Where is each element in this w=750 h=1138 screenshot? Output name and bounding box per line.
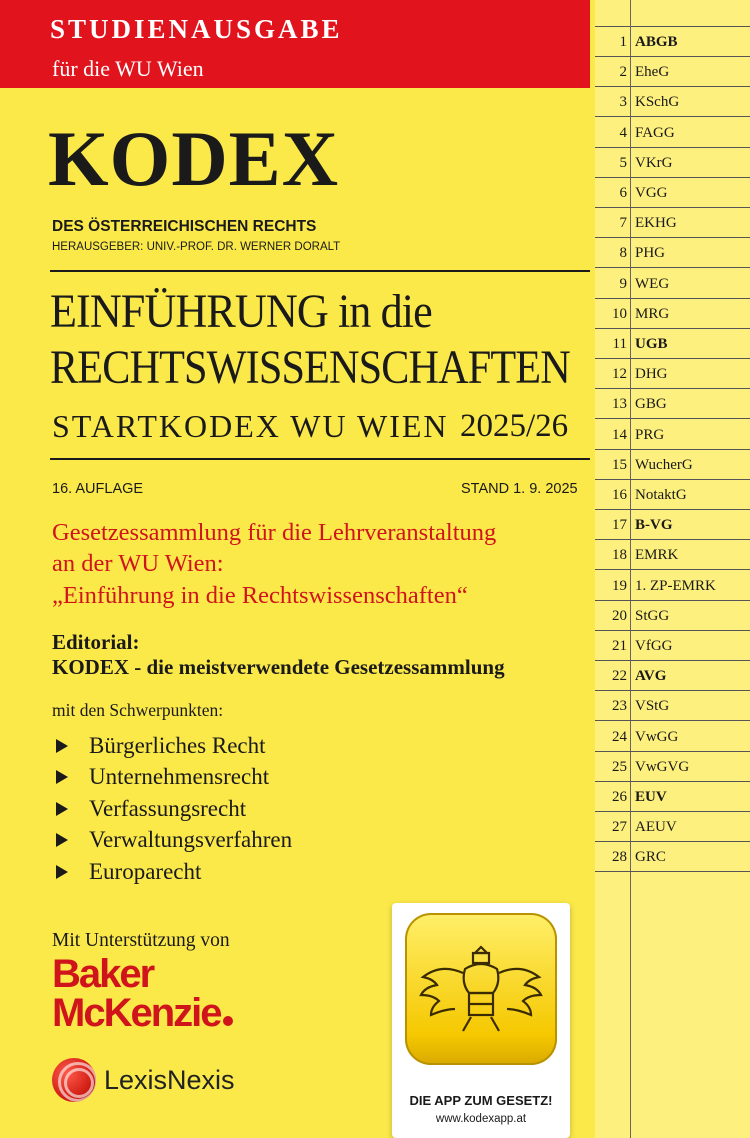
register-tab-number: 20 <box>612 607 627 624</box>
register-tab-number: 21 <box>612 638 627 654</box>
heading-line-3: STARTKODEX WU WIEN <box>52 408 449 444</box>
focus-item <box>52 762 292 794</box>
logo-dot-icon <box>223 1016 233 1026</box>
register-tab-label: UGB <box>635 336 668 352</box>
register-tab-number: 2 <box>619 64 627 81</box>
register-tab-label: VKrG <box>635 154 673 171</box>
register-tab <box>595 208 750 238</box>
focus-item-label: Verwaltungsverfahren <box>89 827 293 853</box>
edition-number: 16. AUFLAGE <box>52 481 144 497</box>
register-tab-number: 28 <box>612 849 627 866</box>
register-tab-label: VGG <box>635 185 668 201</box>
register-tab-number: 3 <box>619 94 627 111</box>
edition-date: STAND 1. 9. 2025 <box>461 481 578 497</box>
register-tab-label: ABGB <box>635 34 678 50</box>
register-tab-label: EheG <box>635 64 670 81</box>
editorial-text: KODEX - die meistverwendete Gesetzessammlung <box>52 655 505 679</box>
register-tab-number: 7 <box>619 215 627 232</box>
register-tab <box>595 87 750 117</box>
focus-item-label: Bürgerliches Recht <box>89 732 266 758</box>
register-tab <box>595 510 750 540</box>
register-tab <box>595 238 750 268</box>
lexisnexis-logo <box>52 1058 235 1102</box>
register-tab-label: B-VG <box>635 517 673 534</box>
register-tab <box>595 601 750 631</box>
register-tab-number: 17 <box>612 517 627 534</box>
banner-subtitle: für die WU Wien <box>52 56 204 81</box>
divider-bottom <box>50 458 590 460</box>
register-tab <box>595 842 750 872</box>
register-tab-number: 13 <box>612 396 627 413</box>
register-tab-label: PHG <box>635 245 666 262</box>
baker-mckenzie-logo <box>52 952 233 1036</box>
register-tab-number: 15 <box>612 456 627 473</box>
banner-title: STUDIENAUSGABE <box>50 14 343 44</box>
register-tab-number: 22 <box>612 668 627 685</box>
description-line-2: an der WU Wien: <box>52 550 224 577</box>
register-tab-label: EKHG <box>635 215 677 232</box>
register-tab-label: KSchG <box>635 94 680 111</box>
register-tab <box>595 299 750 329</box>
app-url: www.kodexapp.at <box>435 1113 527 1125</box>
register-tab-label: AVG <box>635 668 667 685</box>
register-tab-number: 5 <box>619 154 627 171</box>
register-tab-label: PRG <box>635 426 665 443</box>
register-tab-number: 24 <box>612 728 627 745</box>
description-line-3: „Einführung in die Rechtswissenschaften“ <box>52 582 468 609</box>
register-tab-label: VwGVG <box>635 758 690 775</box>
register-tab <box>595 420 750 450</box>
register-tab-label: WEG <box>635 275 670 292</box>
triangle-bullet-icon <box>56 802 68 816</box>
register-tab <box>595 269 750 299</box>
register-tab <box>595 722 750 752</box>
register-tab <box>595 178 750 208</box>
baker-logo-line-2: McKenzie <box>52 991 221 1036</box>
register-tab-number: 10 <box>612 305 627 322</box>
focus-list <box>52 730 292 888</box>
eagle-app-icon <box>405 913 557 1065</box>
support-label: Mit Unterstützung von <box>52 930 230 951</box>
heading-line-1: EINFÜHRUNG in die <box>50 285 432 338</box>
register-tab-number: 16 <box>612 487 627 503</box>
register-tab-label: WucherG <box>635 456 693 473</box>
register-tab <box>595 812 750 842</box>
register-tab <box>595 752 750 782</box>
register-tab-label: 1. ZP-EMRK <box>635 577 716 594</box>
app-caption: DIE APP ZUM GESETZ! <box>409 1093 553 1108</box>
lexisnexis-wordmark: LexisNexis <box>104 1064 235 1095</box>
lexisnexis-globe-icon <box>52 1058 96 1102</box>
edition-year: 2025/26 <box>460 408 569 444</box>
editorial-label: Editorial: <box>52 630 140 654</box>
heading-line-2: RECHTSWISSENSCHAFTEN <box>50 341 570 394</box>
register-tab-number: 23 <box>612 698 627 715</box>
focus-item <box>52 730 292 762</box>
register-tab-number: 1 <box>619 34 627 50</box>
register-tab <box>595 148 750 178</box>
register-tab <box>595 661 750 691</box>
register-tab-number: 4 <box>619 124 627 141</box>
brand-title: KODEX <box>48 115 340 202</box>
register-tab-label: FAGG <box>635 124 675 141</box>
register-tab-label: StGG <box>635 607 670 624</box>
app-promo-card <box>392 903 570 1138</box>
register-tab <box>595 389 750 419</box>
register-tab-number: 18 <box>612 547 627 564</box>
baker-logo-line-1: Baker <box>52 952 154 996</box>
register-tab-number: 19 <box>612 577 627 594</box>
register-tab-number: 27 <box>612 819 627 836</box>
top-banner <box>0 0 590 88</box>
register-tab <box>595 571 750 601</box>
register-tab-number: 12 <box>612 366 627 383</box>
register-tab <box>595 57 750 87</box>
triangle-bullet-icon <box>56 770 68 784</box>
register-tab <box>595 27 750 57</box>
register-tab-label: DHG <box>635 366 668 383</box>
divider-top <box>50 270 590 272</box>
focus-item-label: Europarecht <box>89 858 202 884</box>
brand-subtitle: DES ÖSTERREICHISCHEN RECHTS <box>52 218 317 235</box>
register-tab <box>595 480 750 510</box>
register-tab <box>595 631 750 661</box>
register-tab-label: GRC <box>635 849 666 866</box>
triangle-bullet-icon <box>56 739 68 753</box>
register-tab-label: AEUV <box>635 819 677 836</box>
register-tab-number: 6 <box>619 185 627 201</box>
register-tab <box>595 359 750 389</box>
register-tab-number: 8 <box>619 245 627 262</box>
register-tab <box>595 329 750 359</box>
register-tab-label: EMRK <box>635 547 679 564</box>
register-tab-number: 25 <box>612 758 627 775</box>
register-tab <box>595 540 750 570</box>
register-tab <box>595 782 750 812</box>
triangle-bullet-icon <box>56 865 68 879</box>
focus-intro: mit den Schwerpunkten: <box>52 700 224 720</box>
register-tab-number: 14 <box>612 426 627 443</box>
register-tab-label: VwGG <box>635 728 679 745</box>
focus-item <box>52 825 292 857</box>
focus-item <box>52 793 292 825</box>
register-tab-number: 11 <box>612 336 627 352</box>
register-tab <box>595 691 750 721</box>
register-tab-number: 26 <box>612 789 627 805</box>
focus-item <box>52 856 292 888</box>
triangle-bullet-icon <box>56 833 68 847</box>
description-line-1: Gesetzessammlung für die Lehrveranstaltung <box>52 519 497 546</box>
brand-editor: HERAUSGEBER: UNIV.-PROF. DR. WERNER DORALT <box>52 241 341 253</box>
register-tab <box>595 450 750 480</box>
register-tab-label: EUV <box>635 789 667 805</box>
register-tab-label: VfGG <box>635 638 673 654</box>
register-tab-label: MRG <box>635 305 670 322</box>
register-tab <box>595 118 750 148</box>
register-tab-number: 9 <box>619 275 627 292</box>
register-tab-label: GBG <box>635 396 667 413</box>
register-tab-label: VStG <box>635 698 670 715</box>
focus-item-label: Verfassungsrecht <box>89 795 247 821</box>
focus-item-label: Unternehmensrecht <box>89 764 270 790</box>
register-tab-label: NotaktG <box>635 487 687 503</box>
register-tab-strip <box>595 0 750 1138</box>
